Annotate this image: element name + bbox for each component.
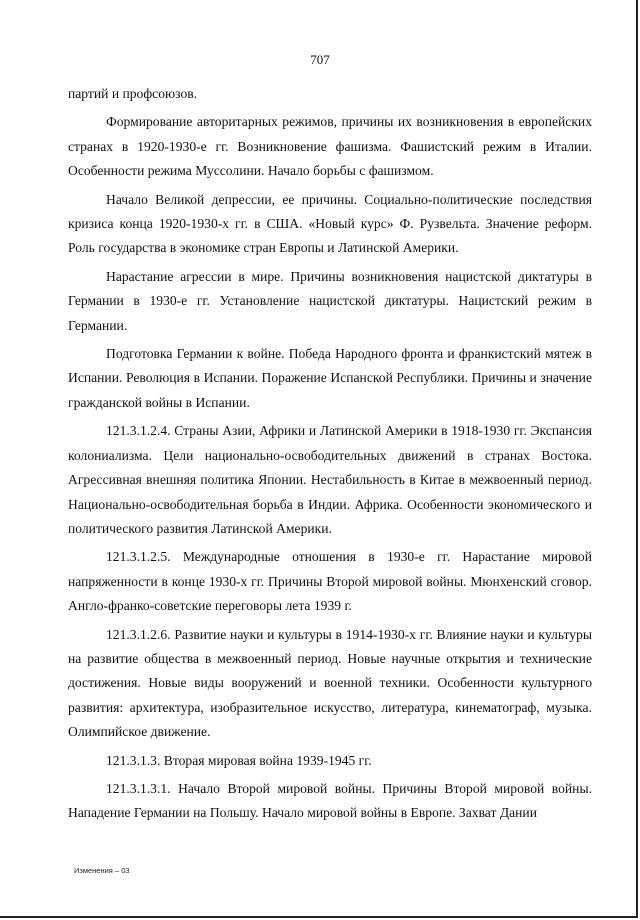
document-body bbox=[68, 82, 592, 830]
section-121-3-1-2-4: 121.3.1.2.4. Страны Азии, Африки и Латинской Америки в 1918-1930 гг. Экспансия колониализма. Цели национально-освободительных движений в странах Востока. Агрессивная внешняя политика Японии. Нестабильность в Китае в межвоенный период. Национально-освободительная борьба в Индии. Африка. Особенности экономического и политического развития Латинской Америки. bbox=[68, 423, 592, 536]
section-121-3-1-2-5: 121.3.1.2.5. Международные отношения в 1930-е гг. Нарастание мировой напряженности в конце 1930-х гг. Причины Второй мировой войны. Мюнхенский сговор. Англо-франко-советские переговоры лета 1939 г. bbox=[68, 549, 592, 614]
section-121-3-1-2-6: 121.3.1.2.6. Развитие науки и культуры в 1914-1930-х гг. Влияние науки и культуры на развитие общества в межвоенный период. Новые научные открытия и технические достижения. Новые виды вооружений и военной техники. Особенности культурного развития: архитектура, изобразительное искусство, литература, кинематограф, музыка. Олимпийское движение. bbox=[68, 626, 592, 740]
paragraph-continuation: партий и профсоюзов. bbox=[68, 86, 198, 101]
paragraph-great-depression: Начало Великой депрессии, ее причины. Социально-политические последствия кризиса конца 1920-1930-х гг. в США. «Новый курс» Ф. Рузвельта. Значение реформ. Роль государства в экономике стран Европы и Латинской Америки. bbox=[68, 191, 592, 256]
page-number: 707 bbox=[310, 52, 330, 67]
section-121-3-1-3-1: 121.3.1.3.1. Начало Второй мировой войны. Причины Второй мировой войны. Нападение Германии на Польшу. Начало мировой войны в Европе. Захват Дании bbox=[68, 780, 592, 821]
footer-revision-note: Изменения – 03 bbox=[74, 866, 130, 875]
section-121-3-1-3: 121.3.1.3. Вторая мировая война 1939-1945 гг. bbox=[106, 752, 372, 768]
paragraph-authoritarian-regimes: Формирование авторитарных режимов, причины их возникновения в европейских странах в 1920-1930-е гг. Возникновение фашизма. Фашистский режим в Италии. Особенности режима Муссолини. Начало борьбы с фашизмом. bbox=[68, 114, 592, 179]
paragraph-rise-of-aggression: Нарастание агрессии в мире. Причины возникновения нацистской диктатуры в Германии в 1930-е гг. Установление нацистской диктатуры. Нацистский режим в Германии. bbox=[68, 268, 592, 333]
paragraph-spain: Подготовка Германии к войне. Победа Народного фронта и франкистский мятеж в Испании. Революция в Испании. Поражение Испанской Республики. Причины и значение гражданской войны в Испании. bbox=[68, 346, 592, 410]
